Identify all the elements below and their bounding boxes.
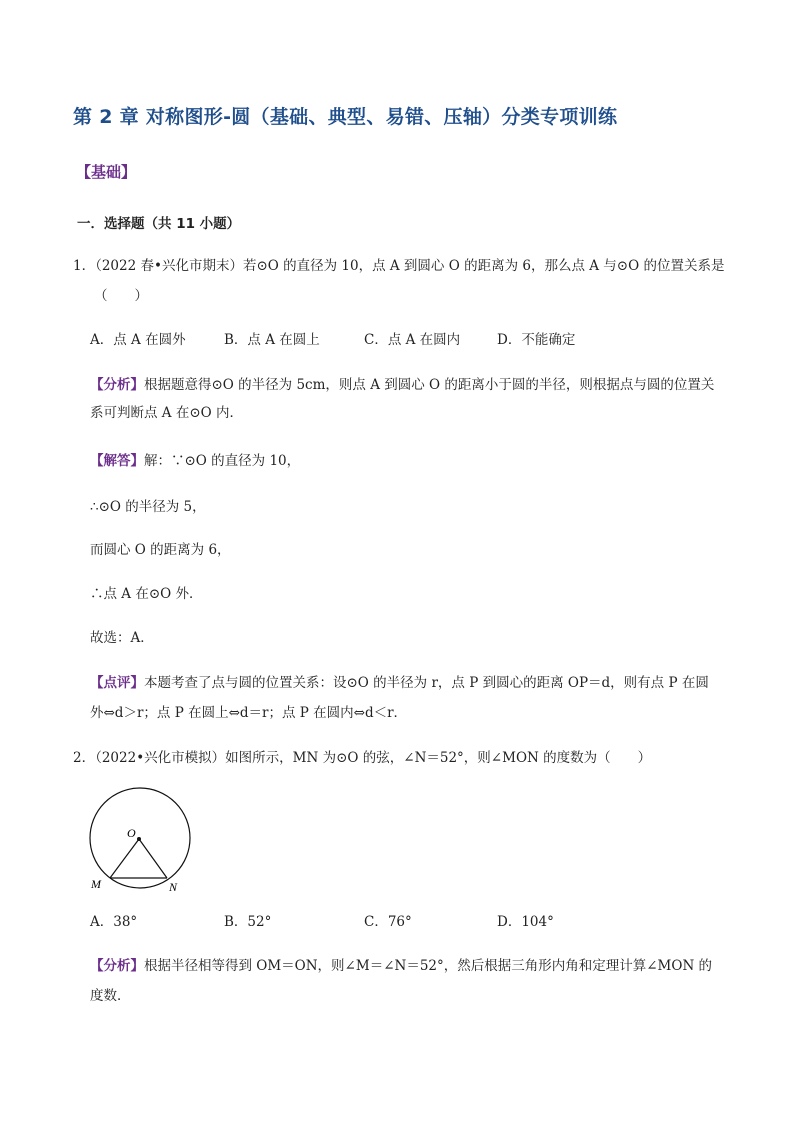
- q1-analysis-line1: 根据题意得⊙O 的半径为 5cm，则点 A 到圆心 O 的距离小于圆的半径，则根据点与圆的位置关: [144, 377, 715, 393]
- q2-analysis: [90, 956, 712, 976]
- radius-om: [110, 839, 139, 878]
- section-heading: 【基础】: [76, 163, 137, 181]
- q1-solution-line4: ∴点 A 在⊙O 外．: [90, 586, 203, 602]
- analysis-tag: 【分析】: [90, 958, 144, 974]
- q1-solution-line3: 而圆心 O 的距离为 6，: [90, 542, 231, 558]
- q1-stem-line1: 1．（2022 春•兴化市期末）若⊙O 的直径为 10，点 A 到圆心 O 的距离为 6，那么点 A 与⊙O 的位置关系是: [73, 258, 725, 274]
- q1-solution-line1: 解：∵⊙O 的直径为 10，: [144, 453, 301, 469]
- q1-analysis: [90, 375, 714, 395]
- center-point: [137, 837, 141, 841]
- page-title: 第 2 章 对称图形-圆（基础、典型、易错、压轴）分类专项训练: [73, 106, 618, 128]
- circle-figure: [82, 785, 202, 900]
- label-m: M: [91, 877, 101, 891]
- q2-option-c: C．76°: [364, 914, 412, 930]
- q1-stem-line2: （ ）: [94, 288, 148, 304]
- q1-solution-line5: 故选：A．: [90, 630, 154, 646]
- q2-stem: 2．（2022•兴化市模拟）如图所示，MN 为⊙O 的弦，∠N＝52°，则∠MON 的度数为（ ）: [73, 750, 652, 766]
- q2-analysis-line2: 度数．: [90, 988, 131, 1004]
- label-n: N: [169, 880, 178, 894]
- solution-tag: 【解答】: [90, 453, 144, 469]
- label-o: O: [127, 826, 136, 840]
- radius-on: [139, 839, 167, 878]
- q1-option-d: D．不能确定: [497, 332, 576, 348]
- part-heading: 一．选择题（共 11 小题）: [77, 216, 241, 232]
- analysis-tag: 【分析】: [90, 377, 144, 393]
- q1-option-a: A．点 A 在圆外: [90, 332, 186, 348]
- q2-option-b: B．52°: [224, 914, 272, 930]
- q1-comment: [90, 673, 709, 693]
- q1-option-c: C．点 A 在圆内: [364, 332, 461, 348]
- comment-tag: 【点评】: [90, 675, 144, 691]
- q1-option-b: B．点 A 在圆上: [224, 332, 320, 348]
- q2-option-d: D．104°: [497, 914, 554, 930]
- q1-solution: [90, 451, 300, 471]
- q1-comment-line1: 本题考查了点与圆的位置关系：设⊙O 的半径为 r，点 P 到圆心的距离 OP＝d，则有点 P 在圆: [144, 675, 709, 691]
- q1-analysis-line2: 系可判断点 A 在⊙O 内．: [90, 405, 244, 421]
- q2-analysis-line1: 根据半径相等得到 OM＝ON，则∠M＝∠N＝52°，然后根据三角形内角和定理计算∠MON 的: [144, 958, 713, 974]
- q2-option-a: A．38°: [90, 914, 138, 930]
- q1-comment-line2: 外⇔d＞r；点 P 在圆上⇔d＝r；点 P 在圆内⇔d＜r．: [90, 705, 408, 721]
- q1-solution-line2: ∴⊙O 的半径为 5，: [90, 499, 206, 515]
